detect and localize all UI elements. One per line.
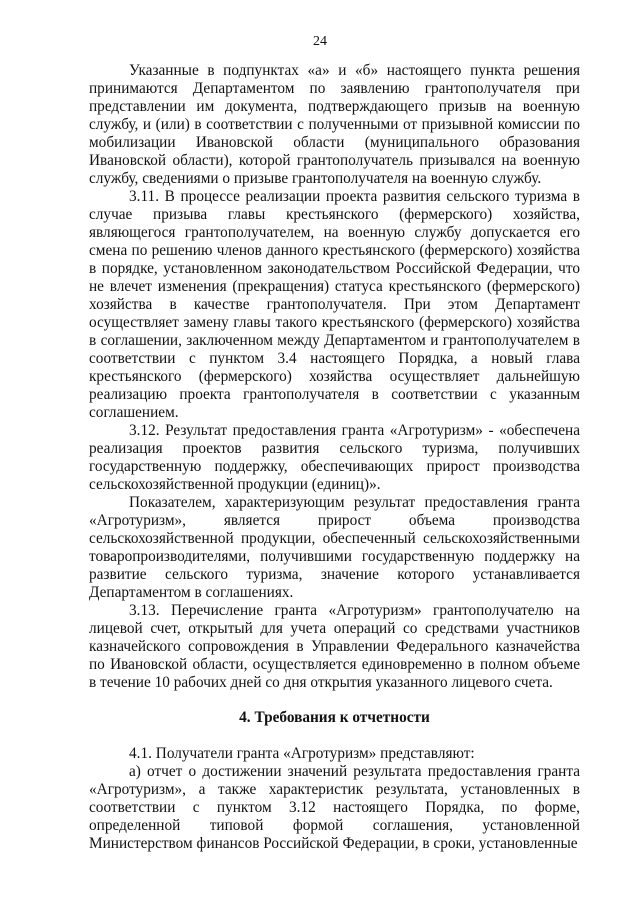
- page-number: 24: [313, 34, 327, 49]
- paragraph-4-1: 4.1. Получатели гранта «Агротуризм» представляют:: [129, 745, 475, 762]
- paragraph-3-11: 3.11. В процессе реализации проекта развития сельского туризма в случае призыва главы крестьянского (фермерского) хозяйства, являющегося грантополучателем, на военную службу допускается его смена по решению членов данного крестьянского (фермерского) хозяйства в порядке, установленном законодательством Российской Федерации, что не влечет изменения (прекращения) статуса крестьянского (фермерского) хозяйства в качестве грантополучателя. При этом Департамент осуществляет замену главы такого крестьянского (фермерского) хозяйства в соглашении, заключенном между Департаментом и грантополучателем в соответствии с пунктом 3.4 настоящего Порядка, а новый глава крестьянского (фермерского) хозяйства осуществляет дальнейшую реализацию проекта грантополучателя в соответствии с указанным соглашением.: [89, 188, 580, 421]
- paragraph-decision-grounds: Указанные в подпунктах «а» и «б» настоящего пункта решения принимаются Департаментом по заявлению грантополучателя при представлении им документа, подтверждающего призыв на военную службу, и (или) в соответствии с полученными от призывной комиссии по мобилизации Ивановской области (муниципального образования Ивановской области), которой грантополучатель призывался на военную службу, сведениями о призыве грантополучателя на военную службу.: [89, 62, 580, 187]
- paragraph-4-1-a: а) отчет о достижении значений результата предоставления гранта «Агротуризм», а также характеристик результата, установленных в соответствии с пунктом 3.12 настоящего Порядка, по форме, определенной типовой формой соглашения, установленной Министерством финансов Российской Федерации, в сроки, установленные: [89, 763, 580, 852]
- paragraph-3-13: 3.13. Перечисление гранта «Агротуризм» грантополучателю на лицевой счет, открытый для учета операций со средствами участников казначейского сопровождения в Управлении Федерального казначейства по Ивановской области, осуществляется единовременно в полном объеме в течение 10 рабочих дней со дня открытия указанного лицевого счета.: [89, 602, 580, 691]
- document-body: [89, 62, 580, 853]
- paragraph-indicator: Показателем, характеризующим результат предоставления гранта «Агротуризм», является прирост объема производства сельскохозяйственной продукции, обеспеченный сельскохозяйственными товаропроизводителями, получившими государственную поддержку на развитие сельского туризма, значение которого устанавливается Департаментом в соглашениях.: [89, 494, 580, 601]
- paragraph-3-12: 3.12. Результат предоставления гранта «Агротуризм» - «обеспечена реализация проектов развития сельского туризма, получивших государственную поддержку, обеспечивающих прирост производства сельскохозяйственной продукции (единиц)».: [89, 422, 580, 493]
- section-heading: 4. Требования к отчетности: [239, 709, 430, 726]
